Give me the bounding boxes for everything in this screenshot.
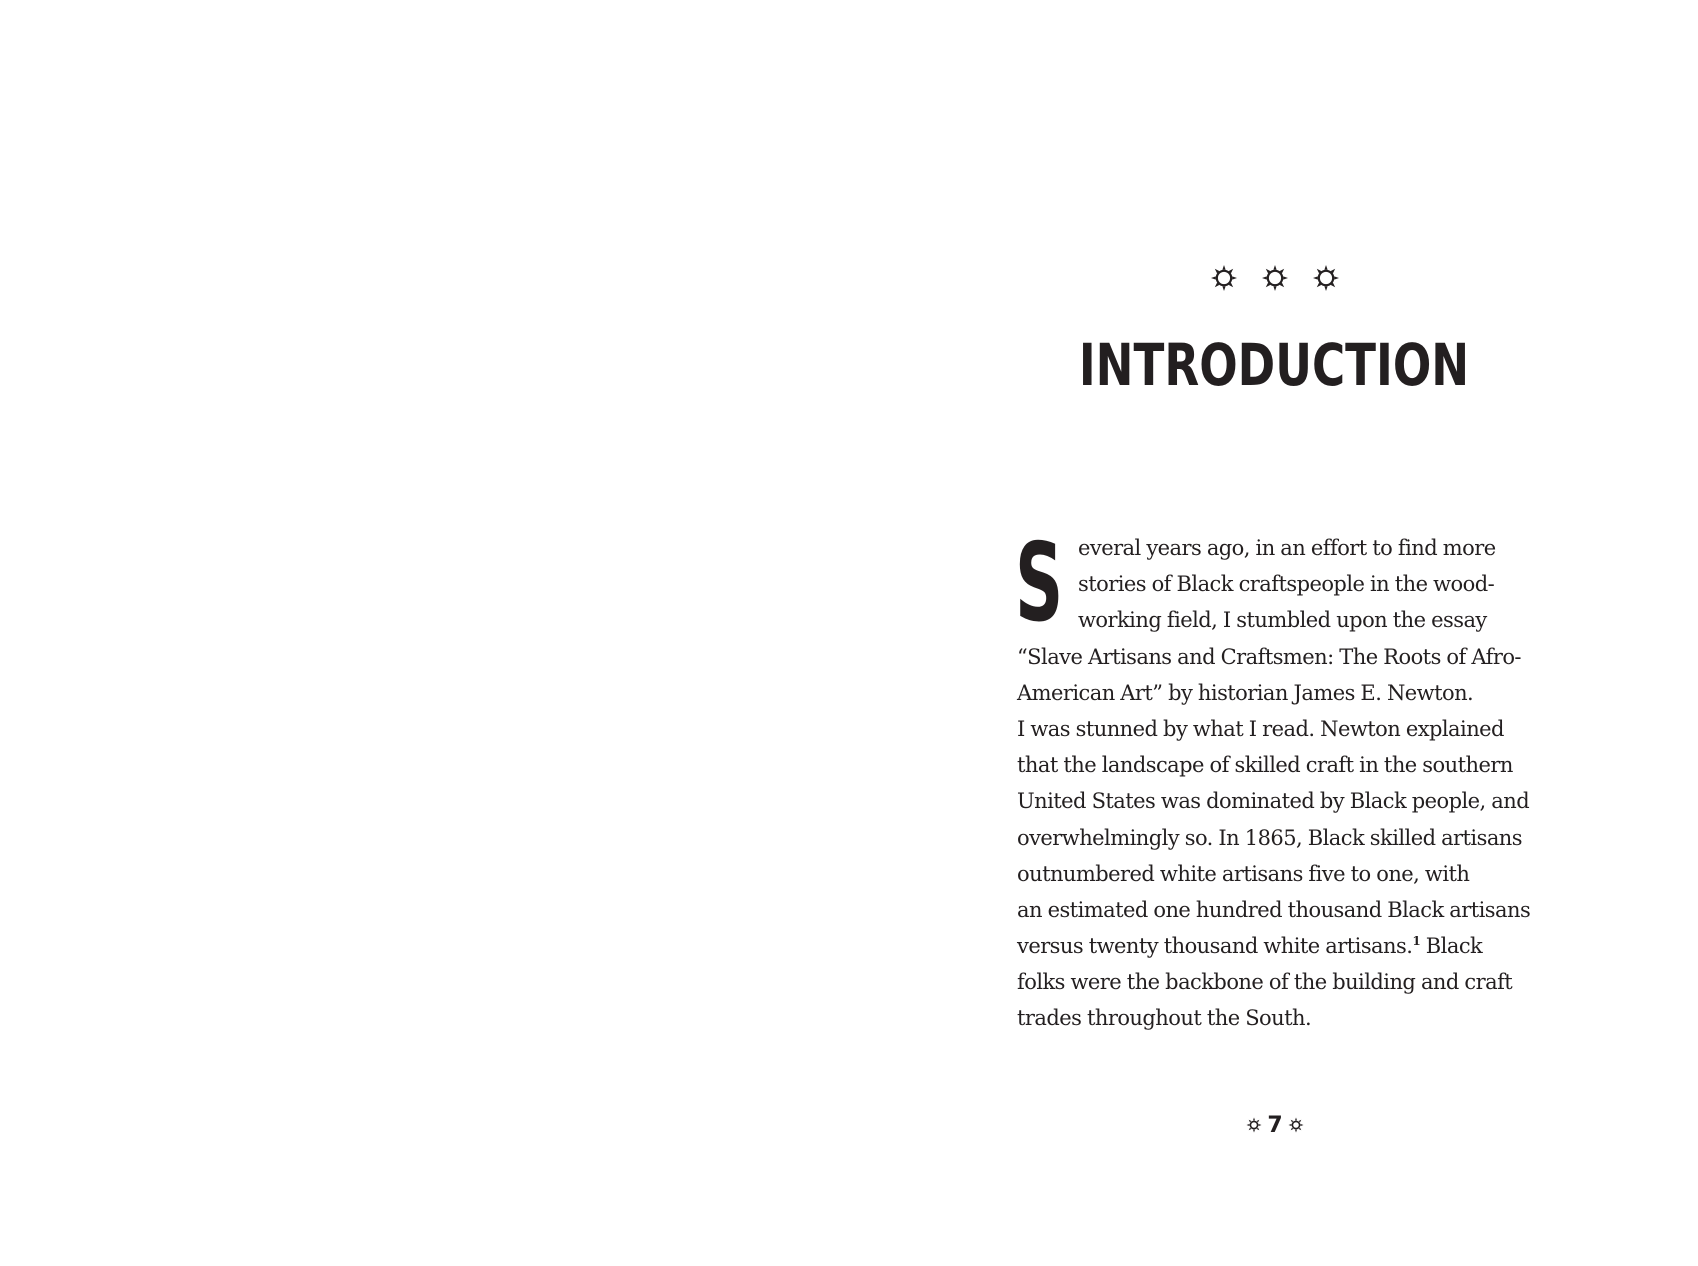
page-folio xyxy=(1210,1112,1340,1142)
body-line: an estimated one hundred thousand Black artisans xyxy=(1017,897,1531,922)
small-sunburst-icon xyxy=(1288,1117,1304,1133)
body-line-with-footnote xyxy=(1017,928,1537,964)
body-line-tail: Black xyxy=(1420,934,1483,959)
sunburst-icon xyxy=(1312,264,1340,292)
chapter-title: INTRODUCTION xyxy=(1078,331,1470,399)
body-line: United States was dominated by Black people, and xyxy=(1017,789,1530,814)
drop-cap-letter: S xyxy=(1015,521,1064,646)
body-line: stories of Black craftspeople in the wood- xyxy=(1078,572,1495,597)
title-ornament-row xyxy=(1210,264,1340,294)
chapter-heading xyxy=(974,165,1574,399)
sunburst-icon xyxy=(1210,264,1238,292)
body-line: working field, I stumbled upon the essay xyxy=(1078,608,1487,633)
body-line: overwhelmingly so. In 1865, Black skilled artisans xyxy=(1017,825,1523,850)
body-line: trades throughout the South. xyxy=(1017,1006,1312,1031)
body-line: American Art” by historian James E. Newton. xyxy=(1017,680,1474,705)
body-line: I was stunned by what I read. Newton explained xyxy=(1017,716,1504,741)
body-line: folks were the backbone of the building and craft xyxy=(1017,970,1513,995)
body-line: outnumbered white artisans five to one, with xyxy=(1017,861,1470,886)
right-page xyxy=(849,0,1698,1266)
footnote-marker[interactable]: 1 xyxy=(1412,934,1421,949)
body-line: “Slave Artisans and Craftsmen: The Roots of Afro- xyxy=(1017,644,1521,669)
body-line-text: versus twenty thousand white artisans. xyxy=(1017,934,1413,959)
body-line: everal years ago, in an effort to find more xyxy=(1078,536,1496,560)
sunburst-icon xyxy=(1261,264,1289,292)
page-number: 7 xyxy=(1267,1113,1283,1138)
body-line: that the landscape of skilled craft in the southern xyxy=(1017,753,1513,778)
body-paragraph xyxy=(1015,521,1537,1037)
